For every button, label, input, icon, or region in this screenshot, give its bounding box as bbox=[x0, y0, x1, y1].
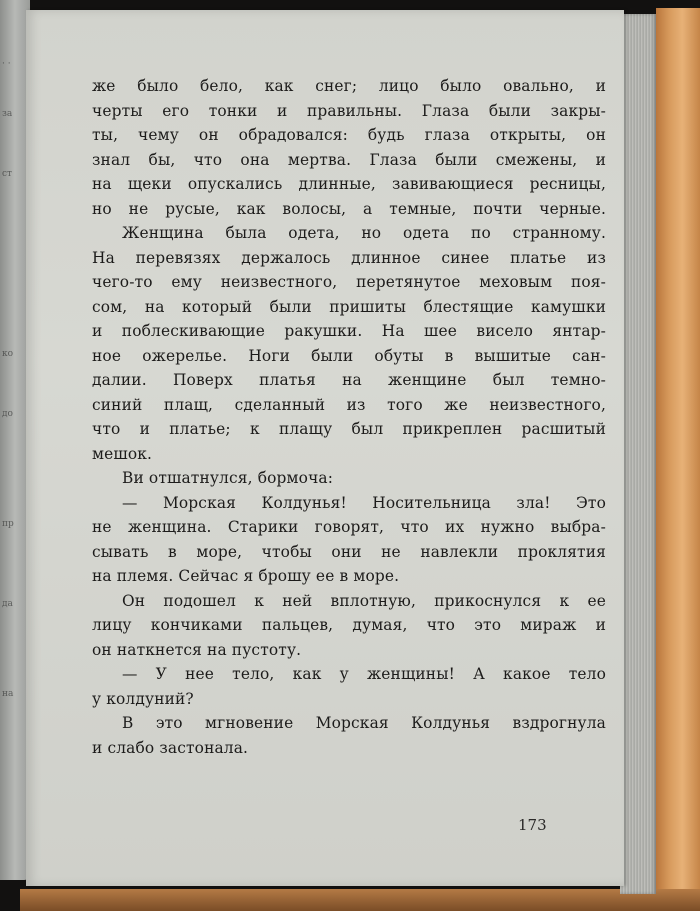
text-line: он наткнется на пустоту. bbox=[92, 640, 302, 659]
page-text bbox=[92, 74, 606, 760]
text-line: В это мгновение Морская Колдунья вздрогнула bbox=[122, 714, 606, 732]
book-cover-edge bbox=[656, 8, 700, 903]
text-line: далии. Поверх платья на женщине был темно- bbox=[92, 371, 606, 389]
text-line: у колдуний? bbox=[92, 689, 194, 708]
text-line: не женщина. Старики говорят, что их нужно выбра- bbox=[92, 518, 606, 536]
text-line: Ви отшатнулся, бормоча: bbox=[122, 469, 334, 487]
text-line: что и платье; к плащу был прикреплен расшитый bbox=[92, 420, 606, 438]
text-line: но не русые, как волосы, а темные, почти черные. bbox=[92, 199, 606, 218]
text-line: ты, чему он обрадовался: будь глаза открыты, он bbox=[92, 126, 606, 144]
margin-fragment: до bbox=[2, 409, 13, 419]
text-line: — Морская Колдунья! Носительница зла! Это bbox=[122, 493, 606, 512]
margin-fragment: на bbox=[2, 689, 14, 699]
text-line: Он подошел к ней вплотную, прикоснулся к ее bbox=[122, 591, 606, 610]
text-line: мешок. bbox=[92, 444, 153, 463]
text-line: чего-то ему неизвестного, перетянутое меховым поя- bbox=[92, 273, 606, 291]
text-line: На перевязях держалось длинное синее платье из bbox=[92, 248, 606, 267]
book-cover-bottom bbox=[20, 889, 700, 911]
margin-fragment: да bbox=[2, 599, 13, 609]
margin-fragment: ко bbox=[2, 349, 14, 359]
margin-fragment: ст bbox=[2, 169, 13, 179]
text-line: ное ожерелье. Ноги были обуты в вышитые сан- bbox=[92, 346, 606, 365]
text-line: на племя. Сейчас я брошу ее в море. bbox=[92, 567, 400, 585]
page-stack-edges bbox=[620, 14, 656, 894]
text-line: и поблескивающие ракушки. На шее висело янтар- bbox=[92, 322, 606, 340]
text-line: сывать в море, чтобы они не навлекли проклятия bbox=[92, 542, 606, 561]
text-line: знал бы, что она мертва. Глаза были смежены, и bbox=[92, 150, 606, 169]
text-line: лицу кончиками пальцев, думая, что это мираж и bbox=[92, 616, 606, 634]
text-line: Женщина была одета, но одета по странному. bbox=[122, 224, 606, 242]
text-line: же было бело, как снег; лицо было овально, и bbox=[92, 77, 606, 95]
margin-fragment: за bbox=[2, 109, 13, 119]
page-number: 173 bbox=[518, 816, 547, 834]
text-line: сом, на который были пришиты блестящие камушки bbox=[92, 297, 606, 316]
text-line: синий плащ, сделанный из того же неизвестного, bbox=[92, 395, 606, 414]
margin-fragment: · · bbox=[2, 59, 11, 69]
margin-fragment: пр bbox=[2, 519, 14, 529]
text-line: и слабо застонала. bbox=[92, 738, 249, 757]
book-page bbox=[26, 10, 624, 886]
text-line: черты его тонки и правильны. Глаза были закры- bbox=[92, 101, 606, 120]
text-line: — У нее тело, как у женщины! А какое тело bbox=[122, 665, 606, 683]
text-line: на щеки опускались длинные, завивающиеся ресницы, bbox=[92, 175, 606, 193]
